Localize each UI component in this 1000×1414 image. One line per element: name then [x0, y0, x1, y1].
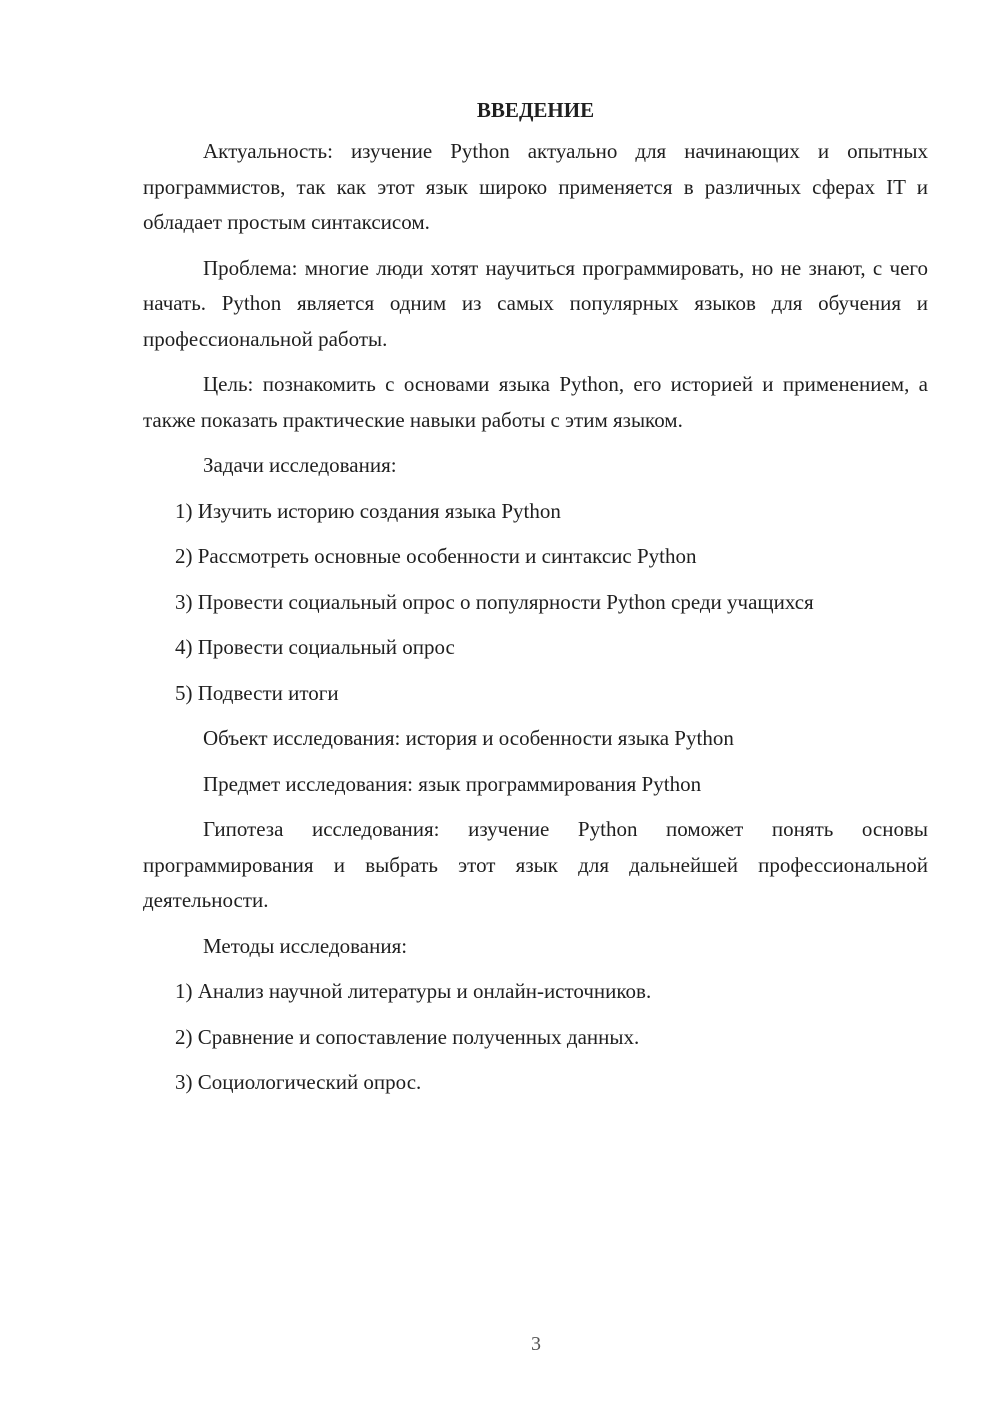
goal-paragraph: Цель: познакомить с основами языка Python, его историей и применением, а также показать практические навыки работы с этим языком.	[143, 372, 928, 432]
subject-line: Предмет исследования: язык программирования Python	[203, 771, 702, 796]
problem-paragraph: Проблема: многие люди хотят научиться программировать, но не знают, с чего начать. Python является одним из самых популярных языков для обучения и профессиональной работы.	[143, 255, 928, 351]
task-item: 3) Провести социальный опрос о популярности Python среди учащихся	[175, 589, 814, 614]
task-item: 1) Изучить историю создания языка Python	[175, 498, 561, 523]
task-item: 2) Рассмотреть основные особенности и синтаксис Python	[175, 544, 697, 568]
methods-label: Методы исследования:	[203, 933, 408, 958]
hypothesis-paragraph: Гипотеза исследования: изучение Python поможет понять основы программирования и выбрать этот язык для дальнейшей профессиональной деятельности.	[143, 817, 928, 912]
object-line: Объект исследования: история и особенности языка Python	[203, 726, 734, 750]
tasks-label: Задачи исследования:	[203, 453, 397, 477]
page-title: ВВЕДЕНИЕ	[476, 98, 595, 122]
task-item: 4) Провести социальный опрос	[175, 635, 455, 659]
method-item: 2) Сравнение и сопоставление полученных данных.	[175, 1024, 640, 1049]
page-number: 3	[531, 1333, 541, 1355]
relevance-paragraph: Актуальность: изучение Python актуально для начинающих и опытных программистов, так как этот язык широко применяется в различных сферах IT и обладает простым синтаксисом.	[143, 139, 928, 234]
document-page	[143, 96, 928, 1111]
method-item: 1) Анализ научной литературы и онлайн-источников.	[175, 979, 652, 1003]
method-item: 3) Социологический опрос.	[175, 1070, 422, 1094]
task-item: 5) Подвести итоги	[175, 680, 339, 705]
